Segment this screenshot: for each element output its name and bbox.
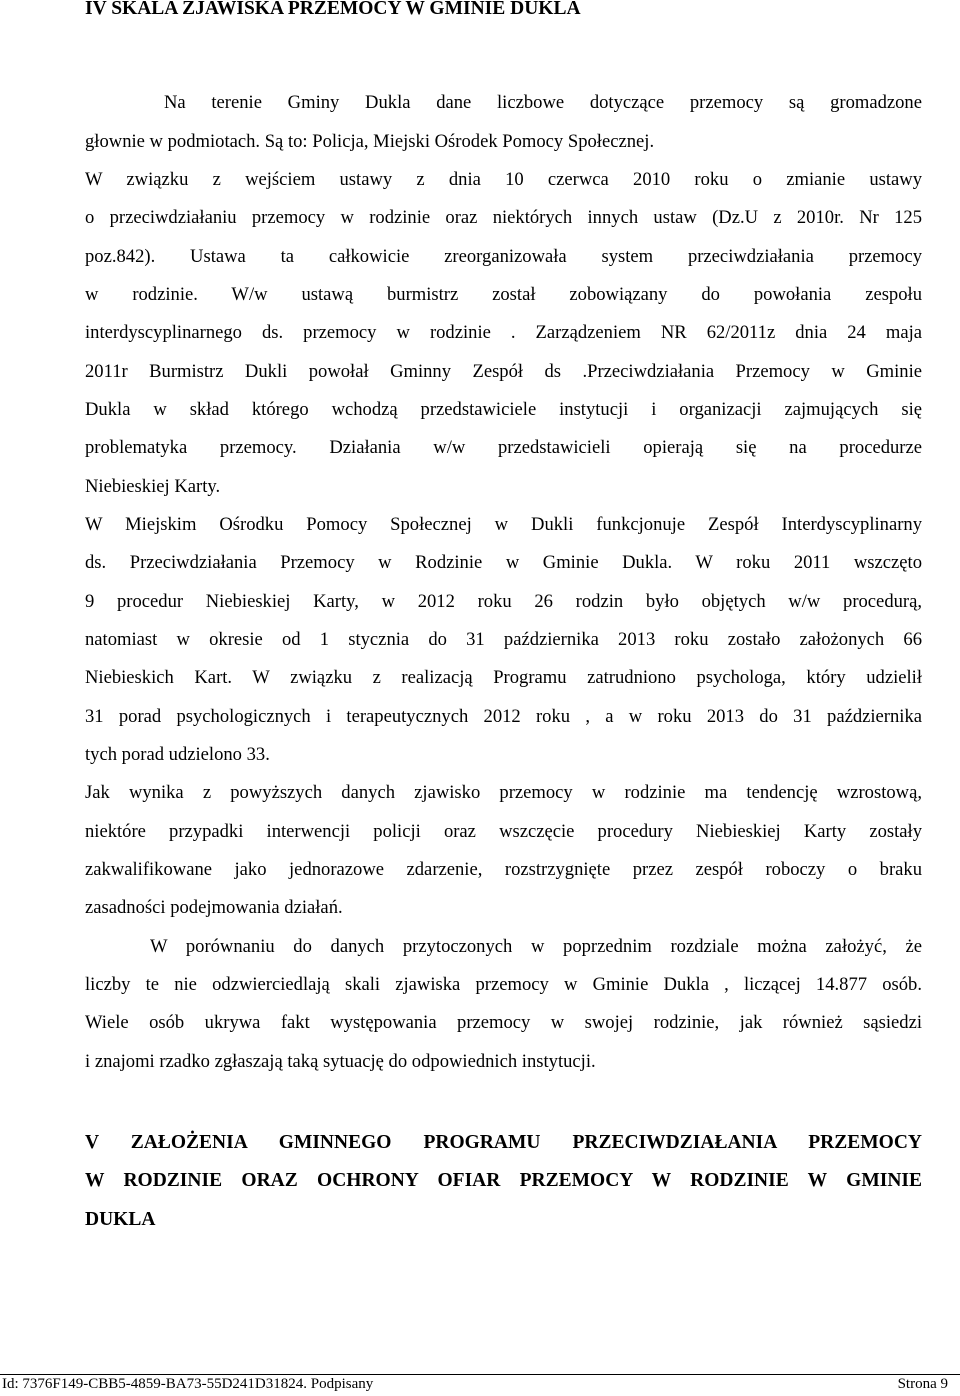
section-iv-title: IV SKALA ZJAWISKA PRZEMOCY W GMINIE DUKLA (85, 0, 581, 19)
body-line: zakwalifikowane jako jednorazowe zdarzenie, rozstrzygnięte przez zespół roboczy o braku (85, 859, 922, 880)
document-signature-id: Id: 7376F149-CBB5-4859-BA73-55D241D31824. Podpisany (2, 1376, 374, 1392)
body-line: Niebieskiej Karty. (85, 476, 221, 497)
body-line: tych porad udzielono 33. (85, 744, 270, 765)
body-line: Jak wynika z powyższych danych zjawisko przemocy w rodzinie ma tendencję wzrostową, (85, 782, 922, 803)
body-line: niektóre przypadki interwencji policji oraz wszczęcie procedury Niebieskiej Karty zostały (85, 821, 922, 842)
body-line: Na terenie Gminy Dukla dane liczbowe dotyczące przemocy są gromadzone (164, 92, 922, 113)
body-line: poz.842). Ustawa ta całkowicie zreorganizowała system przeciwdziałania przemocy (85, 246, 922, 267)
page-number: Strona 9 (897, 1376, 948, 1392)
body-line: głownie w podmiotach. Są to: Policja, Miejski Ośrodek Pomocy Społecznej. (85, 131, 655, 152)
body-line: natomiast w okresie od 1 stycznia do 31 października 2013 roku zostało założonych 66 (85, 629, 922, 650)
body-line: zasadności podejmowania działań. (85, 897, 343, 918)
body-line: W związku z wejściem ustawy z dnia 10 czerwca 2010 roku o zmianie ustawy (85, 169, 922, 190)
body-line: i znajomi rzadko zgłaszają taką sytuację do odpowiednich instytucji. (85, 1051, 596, 1072)
body-line: 9 procedur Niebieskiej Karty, w 2012 roku 26 rodzin było objętych w/w procedurą, (85, 591, 922, 612)
body-line: interdyscyplinarnego ds. przemocy w rodzinie . Zarządzeniem NR 62/2011z dnia 24 maja (85, 322, 922, 343)
body-line: Wiele osób ukrywa fakt występowania przemocy w swojej rodzinie, jak również sąsiedzi (85, 1012, 922, 1033)
body-line: Niebieskich Kart. W związku z realizacją Programu zatrudniono psychologa, który udzielił (85, 667, 922, 688)
section-v-title-line: V ZAŁOŻENIA GMINNEGO PROGRAMU PRZECIWDZIAŁANIA PRZEMOCY (85, 1132, 922, 1153)
body-line: problematyka przemocy. Działania w/w przedstawicieli opierają się na procedurze (85, 437, 922, 458)
section-v-title-line: W RODZINIE ORAZ OCHRONY OFIAR PRZEMOCY W RODZINIE W GMINIE (85, 1170, 922, 1191)
section-v-title-line: DUKLA (85, 1209, 156, 1230)
body-line: W porównaniu do danych przytoczonych w poprzednim rozdziale można założyć, że (150, 936, 922, 957)
body-line: w rodzinie. W/w ustawą burmistrz został zobowiązany do powołania zespołu (85, 284, 922, 305)
body-line: W Miejskim Ośrodku Pomocy Społecznej w Dukli funkcjonuje Zespół Interdyscyplinarny (85, 514, 922, 535)
body-line: liczby te nie odzwierciedlają skali zjawiska przemocy w Gminie Dukla , liczącej 14.877 osób. (85, 974, 922, 995)
body-line: ds. Przeciwdziałania Przemocy w Rodzinie w Gminie Dukla. W roku 2011 wszczęto (85, 552, 922, 573)
body-line: 2011r Burmistrz Dukli powołał Gminny Zespół ds .Przeciwdziałania Przemocy w Gminie (85, 361, 922, 382)
body-line: Dukla w skład którego wchodzą przedstawiciele instytucji i organizacji zajmujących się (85, 399, 922, 420)
body-line: 31 porad psychologicznych i terapeutycznych 2012 roku , a w roku 2013 do 31 października (85, 706, 922, 727)
body-line: o przeciwdziałaniu przemocy w rodzinie oraz niektórych innych ustaw (Dz.U z 2010r. Nr 125 (85, 207, 922, 228)
footer-divider (0, 1374, 960, 1375)
